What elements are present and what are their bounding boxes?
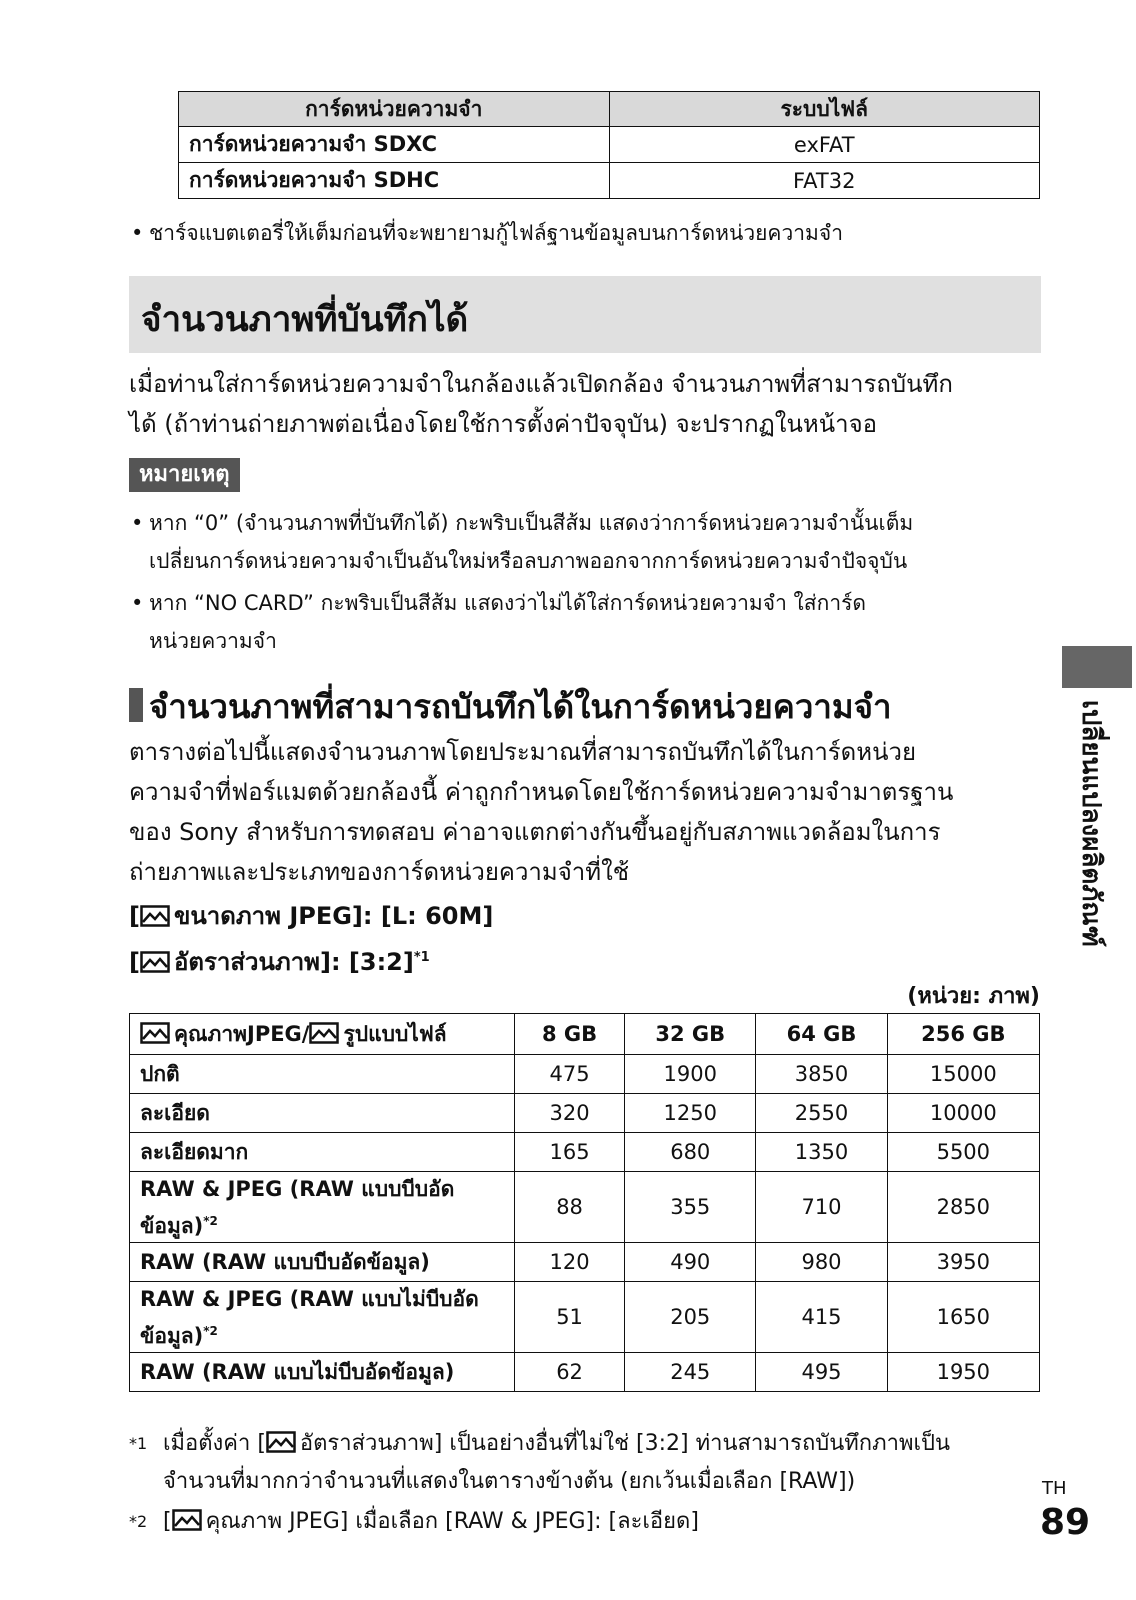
- table-cell: 980: [756, 1243, 887, 1282]
- table-cell: 495: [756, 1353, 887, 1392]
- table-header: ระบบไฟล์: [609, 92, 1040, 127]
- setting-line: [129, 896, 493, 936]
- table-cell: 415: [756, 1282, 887, 1353]
- bullet-text: [131, 584, 1061, 660]
- image-settings-icon: [266, 1431, 296, 1453]
- table-header: การ์ดหน่วยความจำ: [179, 92, 610, 127]
- bullet-item: [131, 504, 1061, 580]
- table-cell: 1250: [625, 1094, 756, 1133]
- side-section-label: เปลี่ยนแปลงผลิตภัณฑ์: [1076, 700, 1106, 948]
- footnote-text: [129, 1503, 1049, 1541]
- bullet-dot: •: [131, 511, 144, 535]
- bullet-dot: •: [131, 221, 144, 245]
- footnote-line: จำนวนที่มากกว่าจำนวนที่แสดงในตารางข้างต้น (ยกเว้นเมื่อเลือก [RAW]): [163, 1469, 856, 1494]
- table-cell: 490: [625, 1243, 756, 1282]
- row-label-text: RAW & JPEG (RAW แบบไม่บีบอัดข้อมูล): [140, 1286, 479, 1348]
- paragraph-line: ถ่ายภาพและประเภทของการ์ดหน่วยความจำที่ใช้: [129, 858, 630, 886]
- bullet-line: เปลี่ยนการ์ดหน่วยความจำเป็นอันใหม่หรือลบภาพออกจากการ์ดหน่วยความจำปัจจุบัน: [149, 549, 908, 573]
- table-cell: 165: [515, 1133, 625, 1172]
- setting-line: [129, 938, 430, 982]
- row-label-text: ละเอียดมาก: [140, 1140, 249, 1164]
- footnote-prefix: เมื่อตั้งค่า [: [163, 1431, 266, 1456]
- table-cell: 15000: [887, 1055, 1039, 1094]
- image-settings-icon: [140, 951, 170, 973]
- table-cell: 1900: [625, 1055, 756, 1094]
- paragraph-line: ตารางต่อไปนี้แสดงจำนวนภาพโดยประมาณที่สามารถบันทึกได้ในการ์ดหน่วย: [129, 738, 917, 766]
- table-cell: 680: [625, 1133, 756, 1172]
- setting-text: ขนาดภาพ JPEG]: [L: 60M]: [173, 902, 494, 930]
- table-row: [130, 1172, 1040, 1243]
- table-row: [130, 1353, 1040, 1392]
- row-label: [130, 1094, 515, 1133]
- footnote-text: [129, 1425, 1049, 1501]
- table-cell: 1350: [756, 1133, 887, 1172]
- bullet-line: หาก “NO CARD” กะพริบเป็นสีส้ม แสดงว่าไม่ได้ใส่การ์ดหน่วยความจำ ใส่การ์ด: [149, 591, 867, 615]
- image-settings-icon: [140, 905, 170, 927]
- bracket: [: [129, 902, 140, 930]
- bullet-text: [131, 504, 1061, 580]
- row-label-text: RAW (RAW แบบบีบอัดข้อมูล): [140, 1250, 430, 1274]
- table-header-row: [179, 92, 1040, 127]
- footnote-line: คุณภาพ JPEG] เมื่อเลือก [RAW & JPEG]: [ละเอียด]: [205, 1509, 699, 1534]
- row-label-text: ปกติ: [140, 1062, 180, 1086]
- row-label: [130, 1133, 515, 1172]
- capacity-header: 256 GB: [887, 1014, 1039, 1055]
- image-settings-icon: [172, 1509, 202, 1531]
- header-text: รูปแบบไฟล์: [343, 1021, 447, 1046]
- table-cell: 245: [625, 1353, 756, 1392]
- row-label-text: RAW & JPEG (RAW แบบบีบอัดข้อมูล): [140, 1176, 455, 1238]
- image-settings-icon: [309, 1022, 339, 1044]
- footnote-ref: *2: [203, 1323, 218, 1338]
- bullet-line: หาก “0” (จำนวนภาพที่บันทึกได้) กะพริบเป็นสีส้ม แสดงว่าการ์ดหน่วยความจำนั้นเต็ม: [149, 511, 914, 535]
- capacity-header: 32 GB: [625, 1014, 756, 1055]
- table-cell: 355: [625, 1172, 756, 1243]
- table-row: [130, 1243, 1040, 1282]
- table-cell: 3950: [887, 1243, 1039, 1282]
- table-cell: 10000: [887, 1094, 1039, 1133]
- table-row: [179, 127, 1040, 163]
- table-cell: 320: [515, 1094, 625, 1133]
- note-label: หมายเหตุ: [129, 458, 240, 492]
- unit-label: (หน่วย: ภาพ): [907, 984, 1040, 1009]
- subsection-title: จำนวนภาพที่สามารถบันทึกได้ในการ์ดหน่วยความจำ: [149, 687, 892, 726]
- table-cell: 2850: [887, 1172, 1039, 1243]
- paragraph-line: ความจำที่ฟอร์แมตด้วยกล้องนี้ ค่าถูกกำหนดโดยใช้การ์ดหน่วยความจำมาตรฐาน: [129, 778, 954, 806]
- table-cell: 5500: [887, 1133, 1039, 1172]
- bracket: [: [129, 948, 140, 976]
- bullet-line: หน่วยความจำ: [149, 629, 277, 653]
- row-label: [130, 1353, 515, 1392]
- table-cell: 205: [625, 1282, 756, 1353]
- capacity-header: 64 GB: [756, 1014, 887, 1055]
- section-title: จำนวนภาพที่บันทึกได้: [141, 300, 469, 340]
- footnote: [129, 1503, 1049, 1541]
- section-tab: [1062, 646, 1132, 688]
- footnote-ref: *1: [413, 950, 430, 965]
- image-settings-icon: [140, 1022, 170, 1044]
- table-cell: exFAT: [609, 127, 1040, 163]
- row-label: [130, 1055, 515, 1094]
- table-cell: FAT32: [609, 163, 1040, 199]
- image-count-table: [129, 1013, 1040, 1392]
- table-cell: 120: [515, 1243, 625, 1282]
- setting-text: อัตราส่วนภาพ]: [3:2]: [173, 948, 414, 976]
- table-row: [130, 1055, 1040, 1094]
- header-text: คุณภาพJPEG/: [174, 1021, 310, 1046]
- row-label: [130, 1243, 515, 1282]
- bullet-item: [131, 214, 1061, 252]
- bullet-text: ชาร์จแบตเตอรี่ให้เต็มก่อนที่จะพยายามกู้ไฟล์ฐานข้อมูลบนการ์ดหน่วยความจำ: [149, 221, 843, 245]
- paragraph: [129, 364, 1059, 444]
- page-number: 89: [1040, 1502, 1091, 1543]
- filesystem-table: [178, 91, 1040, 199]
- table-cell: 51: [515, 1282, 625, 1353]
- heading-bar: [129, 688, 143, 722]
- footnote-mark: *2: [129, 1512, 148, 1531]
- table-cell: 62: [515, 1353, 625, 1392]
- table-cell: การ์ดหน่วยความจำ SDXC: [179, 127, 610, 163]
- paragraph-line: ได้ (ถ้าท่านถ่ายภาพต่อเนื่องโดยใช้การตั้งค่าปัจจุบัน) จะปรากฏในหน้าจอ: [129, 410, 878, 438]
- table-cell: 3850: [756, 1055, 887, 1094]
- bullet-dot: •: [131, 591, 144, 615]
- table-header: [130, 1014, 515, 1055]
- table-cell: 475: [515, 1055, 625, 1094]
- row-label-text: ละเอียด: [140, 1101, 210, 1125]
- table-row: [130, 1094, 1040, 1133]
- table-cell: การ์ดหน่วยความจำ SDHC: [179, 163, 610, 199]
- table-cell: 1650: [887, 1282, 1039, 1353]
- table-row: [130, 1133, 1040, 1172]
- paragraph-line: เมื่อท่านใส่การ์ดหน่วยความจำในกล้องแล้วเปิดกล้อง จำนวนภาพที่สามารถบันทึก: [129, 370, 953, 398]
- table-cell: 2550: [756, 1094, 887, 1133]
- table-header-row: [130, 1014, 1040, 1055]
- footnote-line: อัตราส่วนภาพ] เป็นอย่างอื่นที่ไม่ใช่ [3:2] ท่านสามารถบันทึกภาพเป็น: [299, 1431, 950, 1456]
- table-row: [130, 1282, 1040, 1353]
- paragraph-line: ของ Sony สำหรับการทดสอบ ค่าอาจแตกต่างกันขึ้นอยู่กับสภาพแวดล้อมในการ: [129, 818, 941, 846]
- bullet-item: [131, 584, 1061, 660]
- paragraph: [129, 732, 1049, 892]
- row-label: [130, 1172, 515, 1243]
- row-label: [130, 1282, 515, 1353]
- table-cell: 710: [756, 1172, 887, 1243]
- footnote-prefix: [: [163, 1509, 172, 1534]
- table-row: [179, 163, 1040, 199]
- table-cell: 88: [515, 1172, 625, 1243]
- subsection-heading: [129, 680, 892, 733]
- section-heading: [129, 276, 1041, 353]
- row-label-text: RAW (RAW แบบไม่บีบอัดข้อมูล): [140, 1360, 455, 1384]
- footnote-mark: *1: [129, 1434, 148, 1453]
- language-code: TH: [1042, 1478, 1067, 1499]
- table-cell: 1950: [887, 1353, 1039, 1392]
- footnote-ref: *2: [203, 1213, 218, 1228]
- footnote: [129, 1425, 1049, 1501]
- capacity-header: 8 GB: [515, 1014, 625, 1055]
